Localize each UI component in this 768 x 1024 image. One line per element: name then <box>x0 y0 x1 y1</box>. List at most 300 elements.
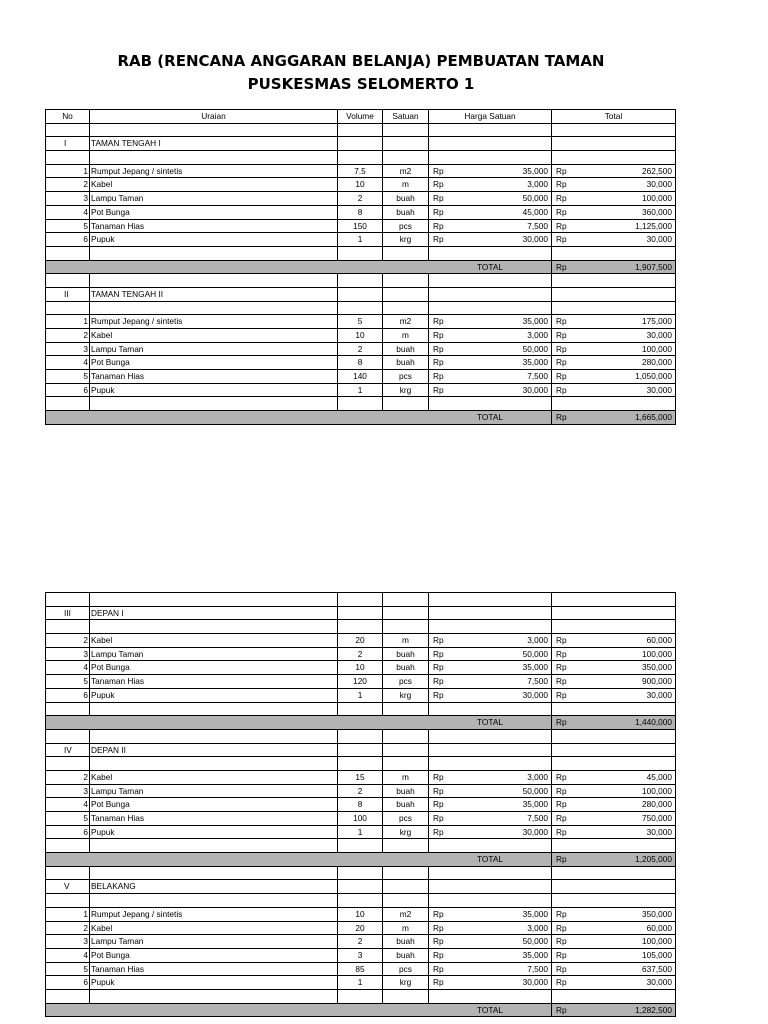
unit-price-value: 35,000 <box>522 799 548 810</box>
unit-price-value: 50,000 <box>522 343 548 354</box>
item-unit: m2 <box>383 165 429 178</box>
currency-label: Rp <box>433 357 444 368</box>
table-row <box>46 798 676 812</box>
table-row <box>46 343 676 357</box>
total-cell <box>552 607 676 620</box>
item-total <box>552 178 676 191</box>
satuan-cell <box>383 880 429 893</box>
item-unit: m2 <box>383 315 429 328</box>
item-number: 4 <box>46 798 90 811</box>
item-unit: m <box>383 922 429 935</box>
satuan-cell <box>383 744 429 757</box>
currency-label: Rp <box>556 908 567 919</box>
volume-cell <box>338 593 383 606</box>
harga-cell <box>429 288 552 301</box>
item-total <box>552 798 676 811</box>
item-total <box>552 329 676 342</box>
item-unit: buah <box>383 785 429 798</box>
section-total <box>552 716 676 729</box>
no-cell <box>46 757 90 770</box>
harga-cell <box>429 620 552 633</box>
total-cell <box>552 137 676 150</box>
currency-label: Rp <box>556 1004 567 1015</box>
item-total <box>552 233 676 246</box>
item-description: Pot Bunga <box>90 661 338 674</box>
unit-price-value: 30,000 <box>522 826 548 837</box>
item-total-value: 100,000 <box>642 785 672 796</box>
satuan-cell <box>383 607 429 620</box>
item-number: 5 <box>46 963 90 976</box>
item-number: 5 <box>46 220 90 233</box>
item-total <box>552 206 676 219</box>
item-unit-price <box>429 976 552 989</box>
item-number: 5 <box>46 812 90 825</box>
harga-cell <box>429 124 552 137</box>
header-total: Total <box>552 110 676 123</box>
table-row <box>46 689 676 703</box>
currency-label: Rp <box>556 717 567 728</box>
item-volume: 150 <box>338 220 383 233</box>
no-cell <box>46 839 90 852</box>
volume-cell <box>338 757 383 770</box>
currency-label: Rp <box>556 977 567 988</box>
satuan-cell <box>383 894 429 907</box>
satuan-cell <box>383 261 429 274</box>
satuan-cell <box>383 274 429 287</box>
section-number: IV <box>46 744 90 757</box>
volume-cell <box>338 716 383 729</box>
volume-cell <box>338 620 383 633</box>
unit-price-value: 7,500 <box>527 813 548 823</box>
item-unit-price <box>429 192 552 205</box>
item-unit: krg <box>383 976 429 989</box>
item-total-value: 30,000 <box>646 826 672 837</box>
item-volume: 2 <box>338 785 383 798</box>
item-number: 5 <box>46 675 90 688</box>
section-row <box>46 607 676 621</box>
item-unit: buah <box>383 661 429 674</box>
unit-price-value: 3,000 <box>527 635 548 646</box>
uraian-cell <box>90 867 338 880</box>
volume-cell <box>338 990 383 1003</box>
unit-price-value: 35,000 <box>522 316 548 327</box>
currency-label: Rp <box>433 676 444 687</box>
uraian-cell <box>90 620 338 633</box>
currency-label: Rp <box>433 689 444 700</box>
currency-label: Rp <box>556 689 567 700</box>
item-description: Tanaman Hias <box>90 963 338 976</box>
total-label: TOTAL <box>477 412 503 423</box>
currency-label: Rp <box>556 234 567 245</box>
unit-price-value: 3,000 <box>527 922 548 933</box>
unit-price-value: 30,000 <box>522 977 548 988</box>
unit-price-value: 30,000 <box>522 689 548 700</box>
table-row <box>46 178 676 192</box>
item-total-value: 60,000 <box>646 922 672 933</box>
section-number: II <box>46 288 90 301</box>
unit-price-value: 30,000 <box>522 384 548 395</box>
table-row <box>46 384 676 398</box>
item-total-value: 105,000 <box>642 949 672 960</box>
empty-row <box>46 990 676 1004</box>
satuan-cell <box>383 620 429 633</box>
item-total <box>552 356 676 369</box>
currency-label: Rp <box>433 977 444 988</box>
currency-label: Rp <box>433 799 444 810</box>
item-total-value: 350,000 <box>642 662 672 673</box>
empty-row <box>46 397 676 411</box>
item-unit-price <box>429 798 552 811</box>
section-name: TAMAN TENGAH I <box>90 137 338 150</box>
no-cell <box>46 730 90 743</box>
uraian-cell <box>90 124 338 137</box>
currency-label: Rp <box>556 316 567 327</box>
total-cell <box>552 839 676 852</box>
item-volume: 3 <box>338 949 383 962</box>
total-cell <box>552 302 676 315</box>
table-row <box>46 220 676 234</box>
item-description: Kabel <box>90 178 338 191</box>
item-total-value: 30,000 <box>646 689 672 700</box>
currency-label: Rp <box>556 412 567 423</box>
currency-label: Rp <box>556 785 567 796</box>
volume-cell <box>338 124 383 137</box>
volume-cell <box>338 151 383 164</box>
currency-label: Rp <box>433 220 444 231</box>
item-volume: 1 <box>338 384 383 397</box>
section-total <box>552 1004 676 1017</box>
item-description: Pupuk <box>90 826 338 839</box>
item-description: Lampu Taman <box>90 343 338 356</box>
no-cell <box>46 853 90 866</box>
item-unit: pcs <box>383 370 429 383</box>
item-unit: krg <box>383 233 429 246</box>
item-unit-price <box>429 634 552 647</box>
harga-cell <box>429 880 552 893</box>
item-unit: buah <box>383 206 429 219</box>
no-cell <box>46 302 90 315</box>
satuan-cell <box>383 151 429 164</box>
item-total-value: 750,000 <box>642 813 672 823</box>
item-total-value: 280,000 <box>642 799 672 810</box>
table-row <box>46 370 676 384</box>
budget-table-part-1 <box>45 109 676 425</box>
item-unit-price <box>429 963 552 976</box>
uraian-cell <box>90 397 338 410</box>
unit-price-value: 7,500 <box>527 676 548 687</box>
header-satuan: Satuan <box>383 110 429 123</box>
table-row <box>46 771 676 785</box>
item-total-value: 30,000 <box>646 179 672 190</box>
item-volume: 1 <box>338 976 383 989</box>
item-description: Pot Bunga <box>90 798 338 811</box>
satuan-cell <box>383 867 429 880</box>
section-total-row <box>46 1004 676 1018</box>
section-total-value: 1,205,000 <box>635 854 672 865</box>
item-unit: krg <box>383 384 429 397</box>
volume-cell <box>338 703 383 716</box>
volume-cell <box>338 839 383 852</box>
section-name: BELAKANG <box>90 880 338 893</box>
item-unit-price <box>429 384 552 397</box>
item-total <box>552 661 676 674</box>
volume-cell <box>338 894 383 907</box>
uraian-cell <box>90 990 338 1003</box>
satuan-cell <box>383 397 429 410</box>
unit-price-value: 50,000 <box>522 193 548 204</box>
item-number: 3 <box>46 935 90 948</box>
currency-label: Rp <box>556 922 567 933</box>
item-total-value: 60,000 <box>646 635 672 646</box>
item-unit: pcs <box>383 963 429 976</box>
currency-label: Rp <box>433 662 444 673</box>
item-unit-price <box>429 922 552 935</box>
item-total-value: 100,000 <box>642 193 672 204</box>
item-number: 6 <box>46 689 90 702</box>
table-row <box>46 949 676 963</box>
item-unit-price <box>429 329 552 342</box>
uraian-cell <box>90 730 338 743</box>
currency-label: Rp <box>556 963 567 974</box>
item-number: 5 <box>46 370 90 383</box>
currency-label: Rp <box>433 922 444 933</box>
currency-label: Rp <box>556 179 567 190</box>
item-total-value: 30,000 <box>646 330 672 340</box>
item-number: 2 <box>46 771 90 784</box>
item-volume: 5 <box>338 315 383 328</box>
no-cell <box>46 1004 90 1017</box>
volume-cell <box>338 137 383 150</box>
item-unit-price <box>429 771 552 784</box>
currency-label: Rp <box>433 949 444 960</box>
empty-row <box>46 757 676 771</box>
item-description: Lampu Taman <box>90 648 338 661</box>
unit-price-value: 3,000 <box>527 771 548 782</box>
total-cell <box>552 247 676 260</box>
total-cell <box>552 151 676 164</box>
item-number: 4 <box>46 206 90 219</box>
currency-label: Rp <box>556 384 567 395</box>
currency-label: Rp <box>433 179 444 190</box>
section-number: I <box>46 137 90 150</box>
table-row <box>46 192 676 206</box>
currency-label: Rp <box>433 936 444 947</box>
item-number: 2 <box>46 634 90 647</box>
item-description: Rumput Jepang / sintetis <box>90 908 338 921</box>
total-cell <box>552 880 676 893</box>
no-cell <box>46 247 90 260</box>
no-cell <box>46 397 90 410</box>
volume-cell <box>338 880 383 893</box>
table-header-row <box>46 110 676 124</box>
uraian-cell <box>90 894 338 907</box>
item-total <box>552 976 676 989</box>
volume-cell <box>338 288 383 301</box>
unit-price-value: 50,000 <box>522 648 548 659</box>
currency-label: Rp <box>556 635 567 646</box>
currency-label: Rp <box>433 813 444 823</box>
item-description: Pot Bunga <box>90 356 338 369</box>
section-total <box>552 853 676 866</box>
unit-price-value: 45,000 <box>522 206 548 217</box>
item-description: Pupuk <box>90 384 338 397</box>
uraian-cell <box>90 839 338 852</box>
item-total <box>552 935 676 948</box>
currency-label: Rp <box>433 648 444 659</box>
table-row <box>46 315 676 329</box>
total-cell <box>552 593 676 606</box>
section-total-row <box>46 261 676 275</box>
section-name: DEPAN II <box>90 744 338 757</box>
currency-label: Rp <box>433 193 444 204</box>
table-row <box>46 661 676 675</box>
item-total <box>552 220 676 233</box>
harga-cell <box>429 397 552 410</box>
item-number: 3 <box>46 648 90 661</box>
item-description: Pot Bunga <box>90 949 338 962</box>
item-total <box>552 826 676 839</box>
harga-cell <box>429 703 552 716</box>
header-volume: Volume <box>338 110 383 123</box>
table-row <box>46 935 676 949</box>
currency-label: Rp <box>556 261 567 272</box>
volume-cell <box>338 853 383 866</box>
unit-price-value: 50,000 <box>522 936 548 947</box>
uraian-cell <box>90 716 338 729</box>
no-cell <box>46 894 90 907</box>
section-total-row <box>46 853 676 867</box>
empty-row <box>46 124 676 138</box>
item-number: 4 <box>46 661 90 674</box>
document-title: RAB (RENCANA ANGGARAN BELANJA) PEMBUATAN TAMAN <box>117 52 605 70</box>
currency-label: Rp <box>556 648 567 659</box>
item-description: Tanaman Hias <box>90 370 338 383</box>
section-total-row <box>46 411 676 425</box>
harga-cell <box>429 137 552 150</box>
item-total <box>552 812 676 825</box>
item-total <box>552 771 676 784</box>
item-unit: pcs <box>383 220 429 233</box>
item-volume: 7.5 <box>338 165 383 178</box>
uraian-cell <box>90 593 338 606</box>
item-unit-price <box>429 178 552 191</box>
uraian-cell <box>90 1004 338 1017</box>
item-unit: buah <box>383 356 429 369</box>
item-number: 2 <box>46 329 90 342</box>
item-volume: 85 <box>338 963 383 976</box>
item-total <box>552 384 676 397</box>
item-description: Rumput Jepang / sintetis <box>90 165 338 178</box>
item-total-value: 30,000 <box>646 234 672 245</box>
table-row <box>46 922 676 936</box>
item-volume: 2 <box>338 935 383 948</box>
item-unit: m <box>383 178 429 191</box>
harga-cell <box>429 744 552 757</box>
item-unit: buah <box>383 648 429 661</box>
item-total-value: 100,000 <box>642 936 672 947</box>
item-volume: 10 <box>338 178 383 191</box>
header-harga-satuan: Harga Satuan <box>429 110 552 123</box>
item-total <box>552 370 676 383</box>
table-row <box>46 963 676 977</box>
item-number: 1 <box>46 165 90 178</box>
total-label-cell <box>429 261 552 274</box>
harga-cell <box>429 302 552 315</box>
item-volume: 10 <box>338 329 383 342</box>
section-row <box>46 288 676 302</box>
item-number: 2 <box>46 178 90 191</box>
satuan-cell <box>383 124 429 137</box>
item-total <box>552 675 676 688</box>
no-cell <box>46 703 90 716</box>
uraian-cell <box>90 274 338 287</box>
uraian-cell <box>90 703 338 716</box>
item-unit-price <box>429 343 552 356</box>
item-description: Lampu Taman <box>90 192 338 205</box>
unit-price-value: 35,000 <box>522 908 548 919</box>
item-volume: 120 <box>338 675 383 688</box>
item-total-value: 360,000 <box>642 206 672 217</box>
currency-label: Rp <box>556 949 567 960</box>
item-unit-price <box>429 165 552 178</box>
total-cell <box>552 867 676 880</box>
total-label: TOTAL <box>477 717 503 728</box>
satuan-cell <box>383 703 429 716</box>
item-description: Lampu Taman <box>90 935 338 948</box>
item-total <box>552 165 676 178</box>
item-number: 6 <box>46 826 90 839</box>
item-description: Pupuk <box>90 976 338 989</box>
item-total-value: 30,000 <box>646 384 672 395</box>
item-volume: 20 <box>338 922 383 935</box>
currency-label: Rp <box>433 826 444 837</box>
item-description: Lampu Taman <box>90 785 338 798</box>
section-name: TAMAN TENGAH II <box>90 288 338 301</box>
item-number: 1 <box>46 908 90 921</box>
total-label-cell <box>429 1004 552 1017</box>
unit-price-value: 3,000 <box>527 330 548 340</box>
section-row <box>46 137 676 151</box>
section-row <box>46 880 676 894</box>
table-row <box>46 356 676 370</box>
item-number: 3 <box>46 343 90 356</box>
item-description: Kabel <box>90 771 338 784</box>
satuan-cell <box>383 839 429 852</box>
unit-price-value: 35,000 <box>522 357 548 368</box>
empty-row <box>46 274 676 288</box>
item-total <box>552 689 676 702</box>
item-number: 6 <box>46 233 90 246</box>
item-unit-price <box>429 949 552 962</box>
item-unit: m2 <box>383 908 429 921</box>
item-unit-price <box>429 675 552 688</box>
item-unit: krg <box>383 689 429 702</box>
total-cell <box>552 397 676 410</box>
item-number: 2 <box>46 922 90 935</box>
currency-label: Rp <box>556 826 567 837</box>
item-volume: 10 <box>338 661 383 674</box>
currency-label: Rp <box>433 343 444 354</box>
volume-cell <box>338 730 383 743</box>
satuan-cell <box>383 288 429 301</box>
unit-price-value: 35,000 <box>522 662 548 673</box>
table-row <box>46 165 676 179</box>
volume-cell <box>338 302 383 315</box>
total-cell <box>552 620 676 633</box>
total-label: TOTAL <box>477 854 503 865</box>
item-unit: m <box>383 329 429 342</box>
currency-label: Rp <box>433 785 444 796</box>
